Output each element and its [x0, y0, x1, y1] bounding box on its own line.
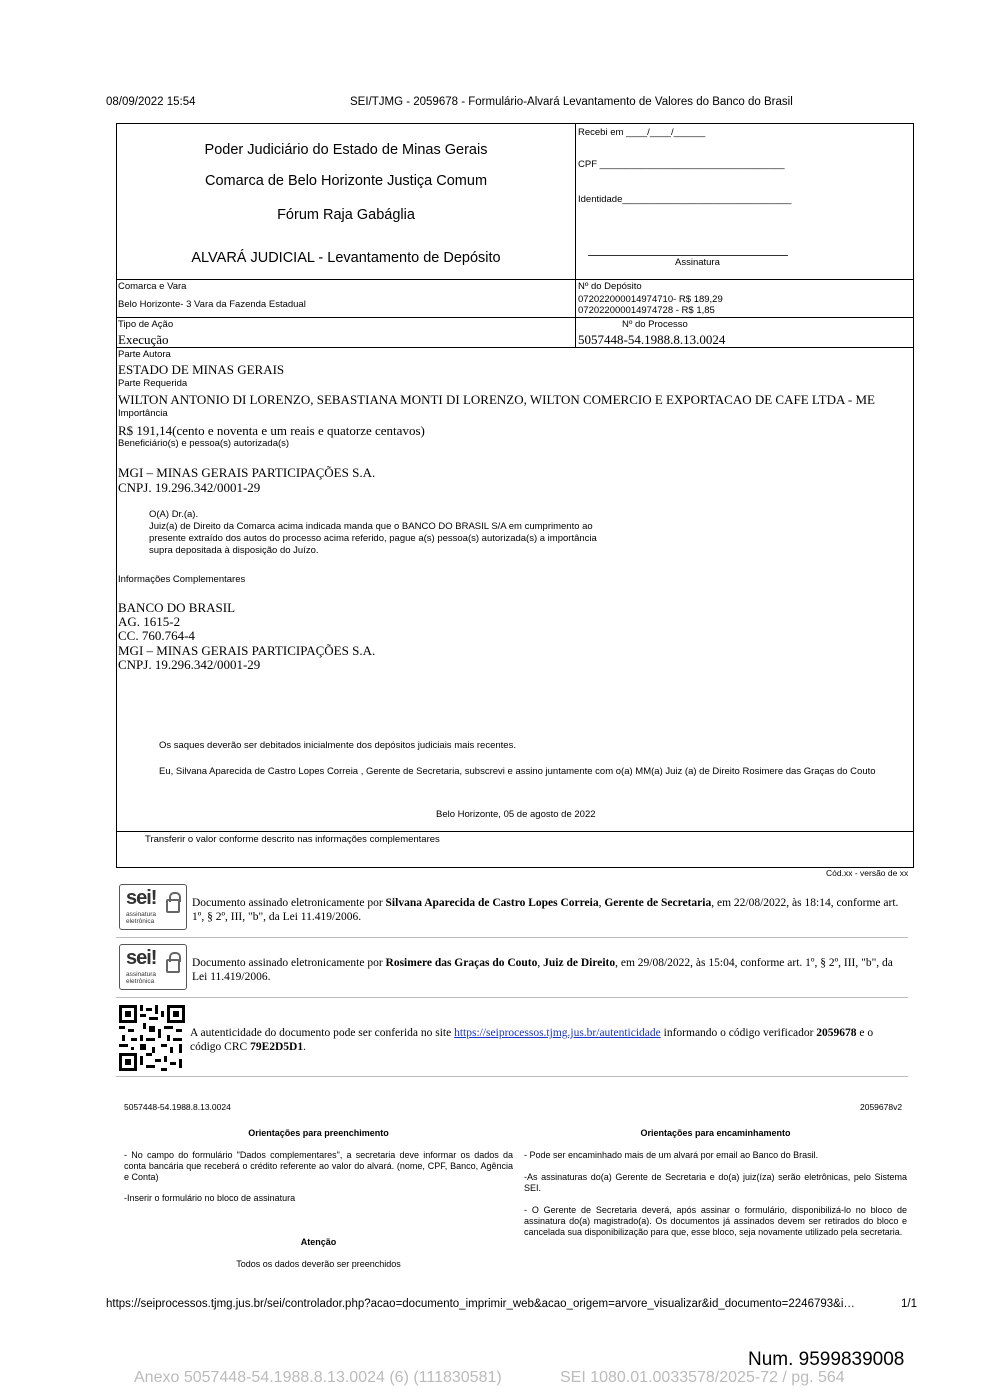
- receipt-signature-label: Assinatura: [675, 257, 720, 268]
- orient-atencao: Atenção: [300, 1237, 337, 1247]
- date-line: Belo Horizonte, 05 de agosto de 2022: [436, 809, 596, 820]
- print-footer-page: 1/1: [901, 1298, 917, 1310]
- comarca-line: Comarca de Belo Horizonte Justiça Comum: [204, 173, 488, 189]
- qr-code-icon: [119, 1005, 185, 1071]
- sei-seal-2: sei! assinatura eletrônica: [119, 944, 187, 990]
- orient-right-p2: -As assinaturas do(a) Gerente de Secretaria e do(a) juiz(íza) serão eletrônicas, pelo Sistema SEI.: [524, 1172, 907, 1193]
- stamp-anexo: Anexo 5057448-54.1988.8.13.0024 (6) (111830581): [134, 1369, 502, 1386]
- deposito-label: Nº do Depósito: [578, 281, 642, 292]
- stamp-sei: SEI 1080.01.0033578/2025-72 / pg. 564: [560, 1369, 845, 1386]
- comarca-vara-label: Comarca e Vara: [118, 281, 187, 292]
- beneficiario-name: MGI – MINAS GERAIS PARTICIPAÇÕES S.A.: [118, 465, 376, 480]
- orient-right-title: Orientações para encaminhamento: [640, 1128, 791, 1138]
- print-title: SEI/TJMG - 2059678 - Formulário-Alvará Levantamento de Valores do Banco do Brasil: [350, 96, 793, 108]
- parte-autora-value: ESTADO DE MINAS GERAIS: [118, 362, 285, 377]
- info-beneficiario: MGI – MINAS GERAIS PARTICIPAÇÕES S.A.: [118, 643, 376, 658]
- doc-title: ALVARÁ JUDICIAL - Levantamento de Depósito: [191, 250, 501, 266]
- stamp-num: Num. 9599839008: [748, 1349, 905, 1370]
- beneficiario-cnpj: CNPJ. 19.296.342/0001-29: [118, 480, 261, 495]
- orient-left-p2: -Inserir o formulário no bloco de assinatura: [124, 1193, 296, 1203]
- deposito-2: 072022000014974728 - R$ 1,85: [578, 305, 715, 316]
- orient-right-p3: - O Gerente de Secretaria deverá, após assinar o formulário, disponibilizá-lo no bloco de assinatura do(a) magistrado(a). Os documentos já assinados devem ser retirados do bloco e cancelada sua disponibilização para que, esse bloco, seja novamente utilizado pela secretaria.: [524, 1205, 907, 1237]
- forum-name: Fórum Raja Gabáglia: [277, 207, 415, 223]
- importancia-label: Importância: [118, 408, 168, 419]
- receipt-identidade: Identidade________________________________: [578, 194, 792, 205]
- print-datetime: 08/09/2022 15:54: [106, 96, 196, 108]
- info-agencia: AG. 1615-2: [118, 614, 181, 629]
- info-label: Informações Complementares: [118, 574, 246, 585]
- authenticity-link[interactable]: https://seiprocessos.tjmg.jus.br/autenticidade: [454, 1027, 661, 1039]
- processo-value: 5057448-54.1988.8.13.0024: [578, 332, 726, 347]
- deposito-1: 072022000014974710- R$ 189,29: [578, 294, 723, 305]
- tipo-acao-value: Execução: [118, 332, 169, 347]
- orient-left-p3: Todos os dados deverão ser preenchidos: [236, 1259, 401, 1269]
- info-conta: CC. 760.764-4: [118, 628, 195, 643]
- order-line-1: Juiz(a) de Direito da Comarca acima indicada manda que o BANCO DO BRASIL S/A em cumprimento ao: [149, 521, 593, 532]
- orient-left-p1: - No campo do formulário "Dados complementares", a secretaria deve informar os dados da conta bancária que receberá o crédito referente ao valor do alvará. (nome, CPF, Banco, Agência e Conta): [124, 1150, 513, 1182]
- print-footer-url: https://seiprocessos.tjmg.jus.br/sei/controlador.php?acao=documento_imprimir_web&acao_origem=arvore_visualizar&id_documento=2246793&i…: [106, 1298, 855, 1310]
- parte-requerida-value: WILTON ANTONIO DI LORENZO, SEBASTIANA MONTI DI LORENZO, WILTON COMERCIO E EXPORTACAO DE CAFE LTDA - ME: [118, 392, 875, 407]
- orient-left-title: Orientações para preenchimento: [248, 1128, 389, 1138]
- subscription-line: Eu, Silvana Aparecida de Castro Lopes Correia , Gerente de Secretaria, subscrevi e assino juntamente com o(a) MM(a) Juiz (a) de Direito Rosimere das Graças do Couto: [159, 766, 876, 777]
- tipo-acao-label: Tipo de Ação: [118, 319, 174, 330]
- comarca-vara-value: Belo Horizonte- 3 Vara da Fazenda Estadual: [118, 299, 306, 310]
- order-line-2: presente extraído dos autos do processo acima referido, pague a(s) pessoa(s) autorizada(s) a importância: [149, 533, 597, 544]
- sei-seal-1: sei! assinatura eletrônica: [119, 884, 187, 930]
- processo-label: Nº do Processo: [622, 319, 688, 330]
- receipt-cpf: CPF ___________________________________: [578, 159, 785, 170]
- signature-2-text: Documento assinado eletronicamente por Rosimere das Graças do Couto, Juiz de Direito, em 29/08/2022, às 15:04, conforme art. 1º, § 2º, III, "b", da Lei 11.419/2006.: [192, 957, 893, 983]
- beneficiario-label: Beneficiário(s) e pessoa(s) autorizada(s): [118, 438, 290, 449]
- info-cnpj: CNPJ. 19.296.342/0001-29: [118, 657, 261, 672]
- order-line-3: supra depositada à disposição do Juízo.: [149, 545, 319, 556]
- parte-autora-label: Parte Autora: [118, 349, 171, 360]
- saques-note: Os saques deverão ser debitados inicialmente dos depósitos judiciais mais recentes.: [159, 740, 516, 751]
- footer-process: 5057448-54.1988.8.13.0024: [124, 1102, 231, 1112]
- parte-requerida-label: Parte Requerida: [118, 378, 188, 389]
- order-judge: O(A) Dr.(a).: [149, 509, 199, 520]
- lock-icon: [166, 959, 180, 973]
- orient-right-p1: - Pode ser encaminhado mais de um alvará por email ao Banco do Brasil.: [524, 1150, 819, 1160]
- authenticity-text: A autenticidade do documento pode ser conferida no site https://seiprocessos.tjmg.jus.br/autenticidade informando o código verificador 2059678 e o código CRC 79E2D5D1.: [190, 1027, 874, 1053]
- receipt-date: Recebi em ____/____/______: [578, 127, 706, 138]
- transferir-note: Transferir o valor conforme descrito nas informações complementares: [145, 834, 440, 845]
- info-bank: BANCO DO BRASIL: [118, 600, 236, 615]
- importancia-value: R$ 191,14(cento e noventa e um reais e quatorze centavos): [118, 423, 425, 438]
- signature-1-text: Documento assinado eletronicamente por Silvana Aparecida de Castro Lopes Correia, Gerente de Secretaria, em 22/08/2022, às 18:14, conforme art. 1º, § 2º, III, "b", da Lei 11.419/2006.: [192, 897, 899, 923]
- lock-icon: [166, 899, 180, 913]
- form-code: Cód.xx - versão de xx: [826, 868, 909, 878]
- footer-version: 2059678v2: [860, 1102, 903, 1112]
- court-name: Poder Judiciário do Estado de Minas Gerais: [204, 142, 488, 158]
